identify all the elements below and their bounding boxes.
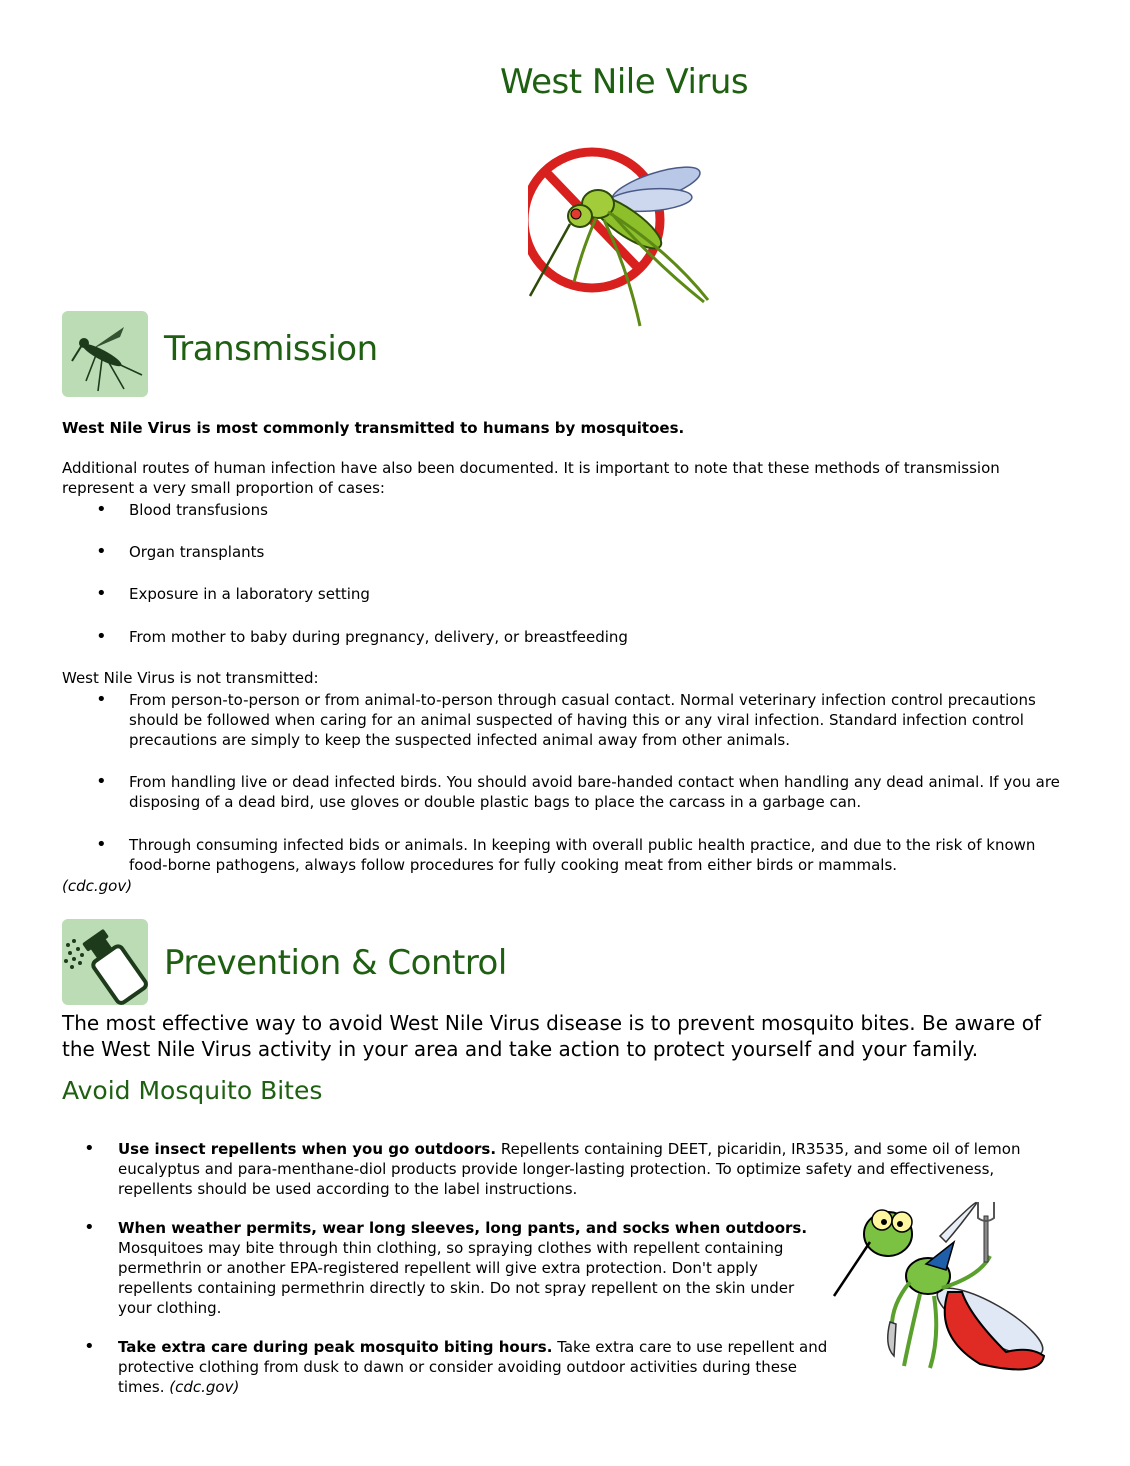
mosquito-cartoon — [830, 1196, 1050, 1378]
list-item: • Through consuming infected bids or animals. In keeping with overall public health practice, and due to the risk of known food-borne pathogens, always follow procedures for fully cooking meat from either birds or mammals. — [62, 835, 1070, 875]
list-item — [62, 1337, 828, 1397]
prevention-heading: Prevention & Control — [164, 943, 507, 983]
spray-icon — [62, 919, 148, 1005]
list-item: • From handling live or dead infected birds. You should avoid bare-handed contact when handling any dead animal. If you are disposing of a dead bird, use gloves or double plastic bags to place the carcass in a garbage can. — [62, 772, 1070, 812]
tip-text: Take extra care to use repellent and protective clothing from dusk to dawn or consider avoiding outdoor activities during these times. — [118, 1338, 828, 1396]
transmission-routes-list — [62, 500, 1072, 647]
page-title: West Nile Virus — [500, 62, 749, 102]
tip-title: Take extra care during peak mosquito biting hours. — [118, 1338, 553, 1356]
not-transmitted-label: West Nile Virus is not transmitted: — [62, 669, 319, 687]
list-item: • From mother to baby during pregnancy, delivery, or breastfeeding — [62, 627, 1072, 647]
tip-text: Mosquitoes may bite through thin clothing, so spraying clothes with repellent containing permethrin or another EPA-registered repellent will give extra protection. Don't apply repellents containing permethrin directly to skin. Do not spray repellent on the skin under your clothing. — [118, 1239, 795, 1317]
transmission-additional: Additional routes of human infection have also been documented. It is important to note that these methods of transmission represent a very small proportion of cases: — [62, 459, 1000, 497]
mosquito-icon — [62, 311, 148, 397]
tip-text: Repellents containing DEET, picaridin, IR3535, and some oil of lemon eucalyptus and para-menthane-diol products provide longer-lasting protection. To optimize safety and effectiveness, repellents should be used according to the label instructions. — [118, 1140, 1021, 1198]
list-item: • Organ transplants — [62, 542, 1072, 562]
list-item: • From person-to-person or from animal-to-person through casual contact. Normal veterinary infection control precautions should be followed when caring for an animal suspected of having this or any viral infection. Standard infection control precautions are simply to keep the suspected infected animal away from other animals. — [62, 690, 1070, 750]
tip-title: When weather permits, wear long sleeves, long pants, and socks when outdoors. — [118, 1219, 808, 1237]
list-item — [62, 1218, 808, 1318]
prevention-intro: The most effective way to avoid West Nile Virus disease is to prevent mosquito bites. Be aware of the West Nile Virus activity in your area and take action to protect yourself and your family. — [62, 1011, 1041, 1061]
list-item: • Exposure in a laboratory setting — [62, 584, 1072, 604]
tip-citation: (cdc.gov) — [169, 1378, 240, 1396]
tip-title: Use insect repellents when you go outdoors. — [118, 1140, 497, 1158]
avoid-bites-subheading: Avoid Mosquito Bites — [62, 1076, 323, 1105]
list-item: • Blood transfusions — [62, 500, 1072, 520]
transmission-lead: West Nile Virus is most commonly transmitted to humans by mosquitoes. — [62, 419, 685, 437]
transmission-citation: (cdc.gov) — [62, 877, 133, 895]
not-transmitted-list — [62, 690, 1070, 875]
list-item — [62, 1139, 1064, 1199]
no-mosquito-icon — [528, 140, 712, 332]
transmission-heading: Transmission — [164, 329, 378, 369]
